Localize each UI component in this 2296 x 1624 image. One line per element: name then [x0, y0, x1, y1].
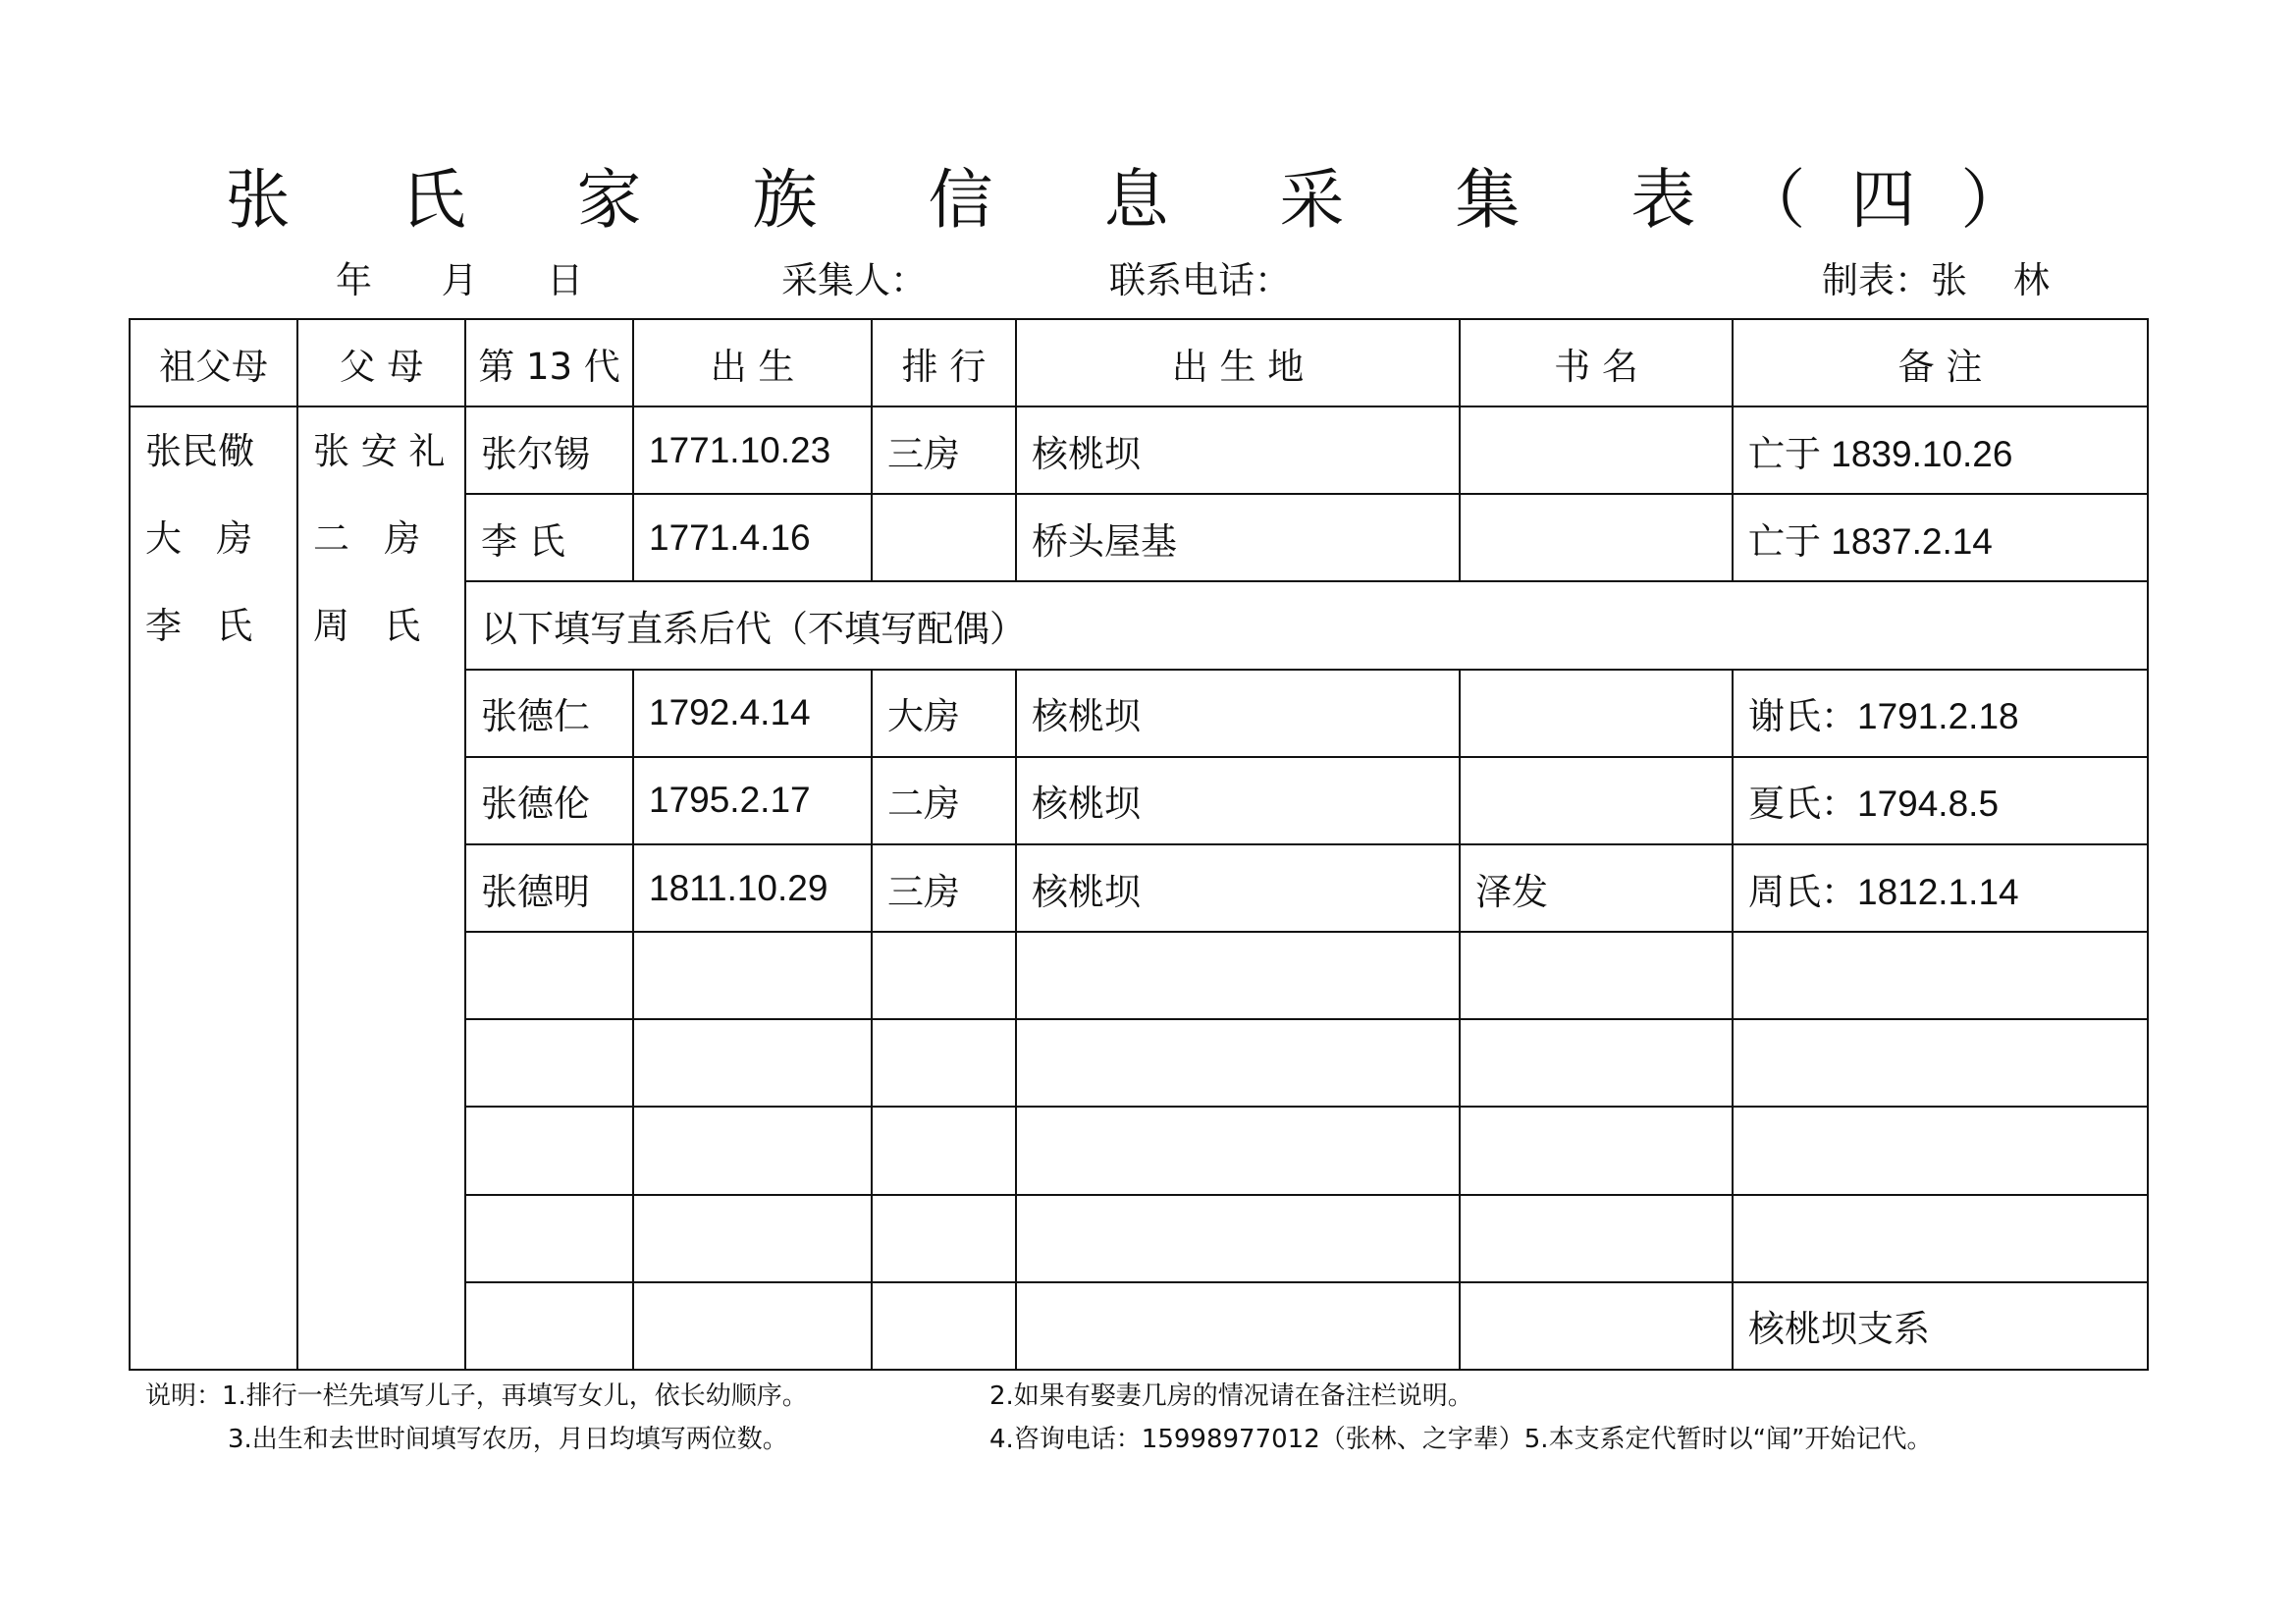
birth-date-cell: 1811.10.29 [633, 844, 872, 932]
birthplace-cell [1016, 1019, 1460, 1107]
rank-cell: 三房 [872, 844, 1016, 932]
book-name-cell: 泽发 [1460, 844, 1733, 932]
rank-cell [872, 494, 1016, 581]
birth-date-cell [633, 1107, 872, 1194]
table-row [130, 406, 2148, 494]
remarks-cell: 亡于 1837.2.14 [1733, 494, 2148, 581]
birthplace-cell [1016, 1195, 1460, 1282]
name-cell: 张德明 [465, 844, 633, 932]
birthplace-cell [1016, 932, 1460, 1019]
remarks-cell [1733, 1195, 2148, 1282]
name-cell [465, 1195, 633, 1282]
name-cell [465, 932, 633, 1019]
rank-cell [872, 1195, 1016, 1282]
birth-date-cell: 1795.2.17 [633, 757, 872, 844]
birthplace-cell: 核桃坝 [1016, 844, 1460, 932]
collector-label: 采集人： [781, 259, 927, 301]
remarks-cell [1733, 1107, 2148, 1194]
rank-cell [872, 932, 1016, 1019]
column-header: 排 行 [872, 319, 1016, 406]
birth-date-cell: 1771.4.16 [633, 494, 872, 581]
date-field-label: 年 月 日 [336, 259, 584, 301]
remarks-cell: 亡于 1839.10.26 [1733, 406, 2148, 494]
grandparents-entry: 李 氏 [145, 605, 253, 648]
rank-cell [872, 1019, 1016, 1107]
birthplace-cell: 桥头屋基 [1016, 494, 1460, 581]
phone-label: 联系电话： [1109, 259, 1291, 301]
remarks-cell: 周氏：1812.1.14 [1733, 844, 2148, 932]
book-name-cell [1460, 757, 1733, 844]
birth-date-cell [633, 1195, 872, 1282]
column-header: 书 名 [1460, 319, 1733, 406]
rank-cell [872, 1282, 1016, 1370]
book-name-cell [1460, 670, 1733, 757]
name-cell: 张德仁 [465, 670, 633, 757]
birth-date-cell: 1771.10.23 [633, 406, 872, 494]
note-1: 说明：1.排行一栏先填写儿子，再填写女儿，依长幼顺序。 [145, 1381, 808, 1411]
name-cell: 李 氏 [465, 494, 633, 581]
book-name-cell [1460, 1195, 1733, 1282]
remarks-cell: 核桃坝支系 [1733, 1282, 2148, 1370]
rank-cell: 三房 [872, 406, 1016, 494]
parents-cell [297, 406, 465, 1370]
column-header: 备 注 [1733, 319, 2148, 406]
birth-date-cell [633, 1282, 872, 1370]
birth-date-cell [633, 932, 872, 1019]
name-cell: 张德伦 [465, 757, 633, 844]
birthplace-cell: 核桃坝 [1016, 406, 1460, 494]
name-cell [465, 1107, 633, 1194]
birthplace-cell [1016, 1282, 1460, 1370]
book-name-cell [1460, 932, 1733, 1019]
name-cell: 张尔锡 [465, 406, 633, 494]
birthplace-cell: 核桃坝 [1016, 670, 1460, 757]
book-name-cell [1460, 1019, 1733, 1107]
book-name-cell [1460, 406, 1733, 494]
grandparents-entry: 大 房 [145, 517, 253, 561]
family-info-table [129, 318, 2149, 1371]
birth-date-cell [633, 1019, 872, 1107]
column-header: 出 生 [633, 319, 872, 406]
grandparents-cell [130, 406, 297, 1370]
parents-entry: 二 房 [313, 517, 421, 561]
column-header: 第 13 代 [465, 319, 633, 406]
parents-entry: 张 安 礼 [313, 430, 446, 473]
parents-entry: 周 氏 [313, 605, 421, 648]
remarks-cell: 谢氏：1791.2.18 [1733, 670, 2148, 757]
column-header: 祖父母 [130, 319, 297, 406]
note-4: 4.咨询电话：15998977012（张林、之字辈）5.本支系定代暂时以“闻”开始记代。 [989, 1425, 1933, 1454]
instructions [145, 1375, 1933, 1461]
remarks-cell [1733, 1019, 2148, 1107]
table-header-row [130, 319, 2148, 406]
birthplace-cell [1016, 1107, 1460, 1194]
book-name-cell [1460, 1107, 1733, 1194]
birth-date-cell: 1792.4.14 [633, 670, 872, 757]
rank-cell: 大房 [872, 670, 1016, 757]
column-header: 出 生 地 [1016, 319, 1460, 406]
remarks-cell [1733, 932, 2148, 1019]
book-name-cell [1460, 494, 1733, 581]
name-cell [465, 1019, 633, 1107]
descendant-note: 以下填写直系后代（不填写配偶） [465, 581, 2148, 669]
column-header: 父 母 [297, 319, 465, 406]
book-name-cell [1460, 1282, 1733, 1370]
maker-label: 制表：张 林 [1822, 259, 2051, 301]
name-cell [465, 1282, 633, 1370]
grandparents-entry: 张民儆 [145, 430, 254, 473]
remarks-cell: 夏氏：1794.8.5 [1733, 757, 2148, 844]
page-title: 张 氏 家 族 信 息 采 集 表（四） [225, 162, 2071, 238]
birthplace-cell: 核桃坝 [1016, 757, 1460, 844]
rank-cell [872, 1107, 1016, 1194]
note-2: 2.如果有娶妻几房的情况请在备注栏说明。 [989, 1381, 1473, 1411]
note-3: 3.出生和去世时间填写农历，月日均填写两位数。 [228, 1425, 788, 1454]
rank-cell: 二房 [872, 757, 1016, 844]
